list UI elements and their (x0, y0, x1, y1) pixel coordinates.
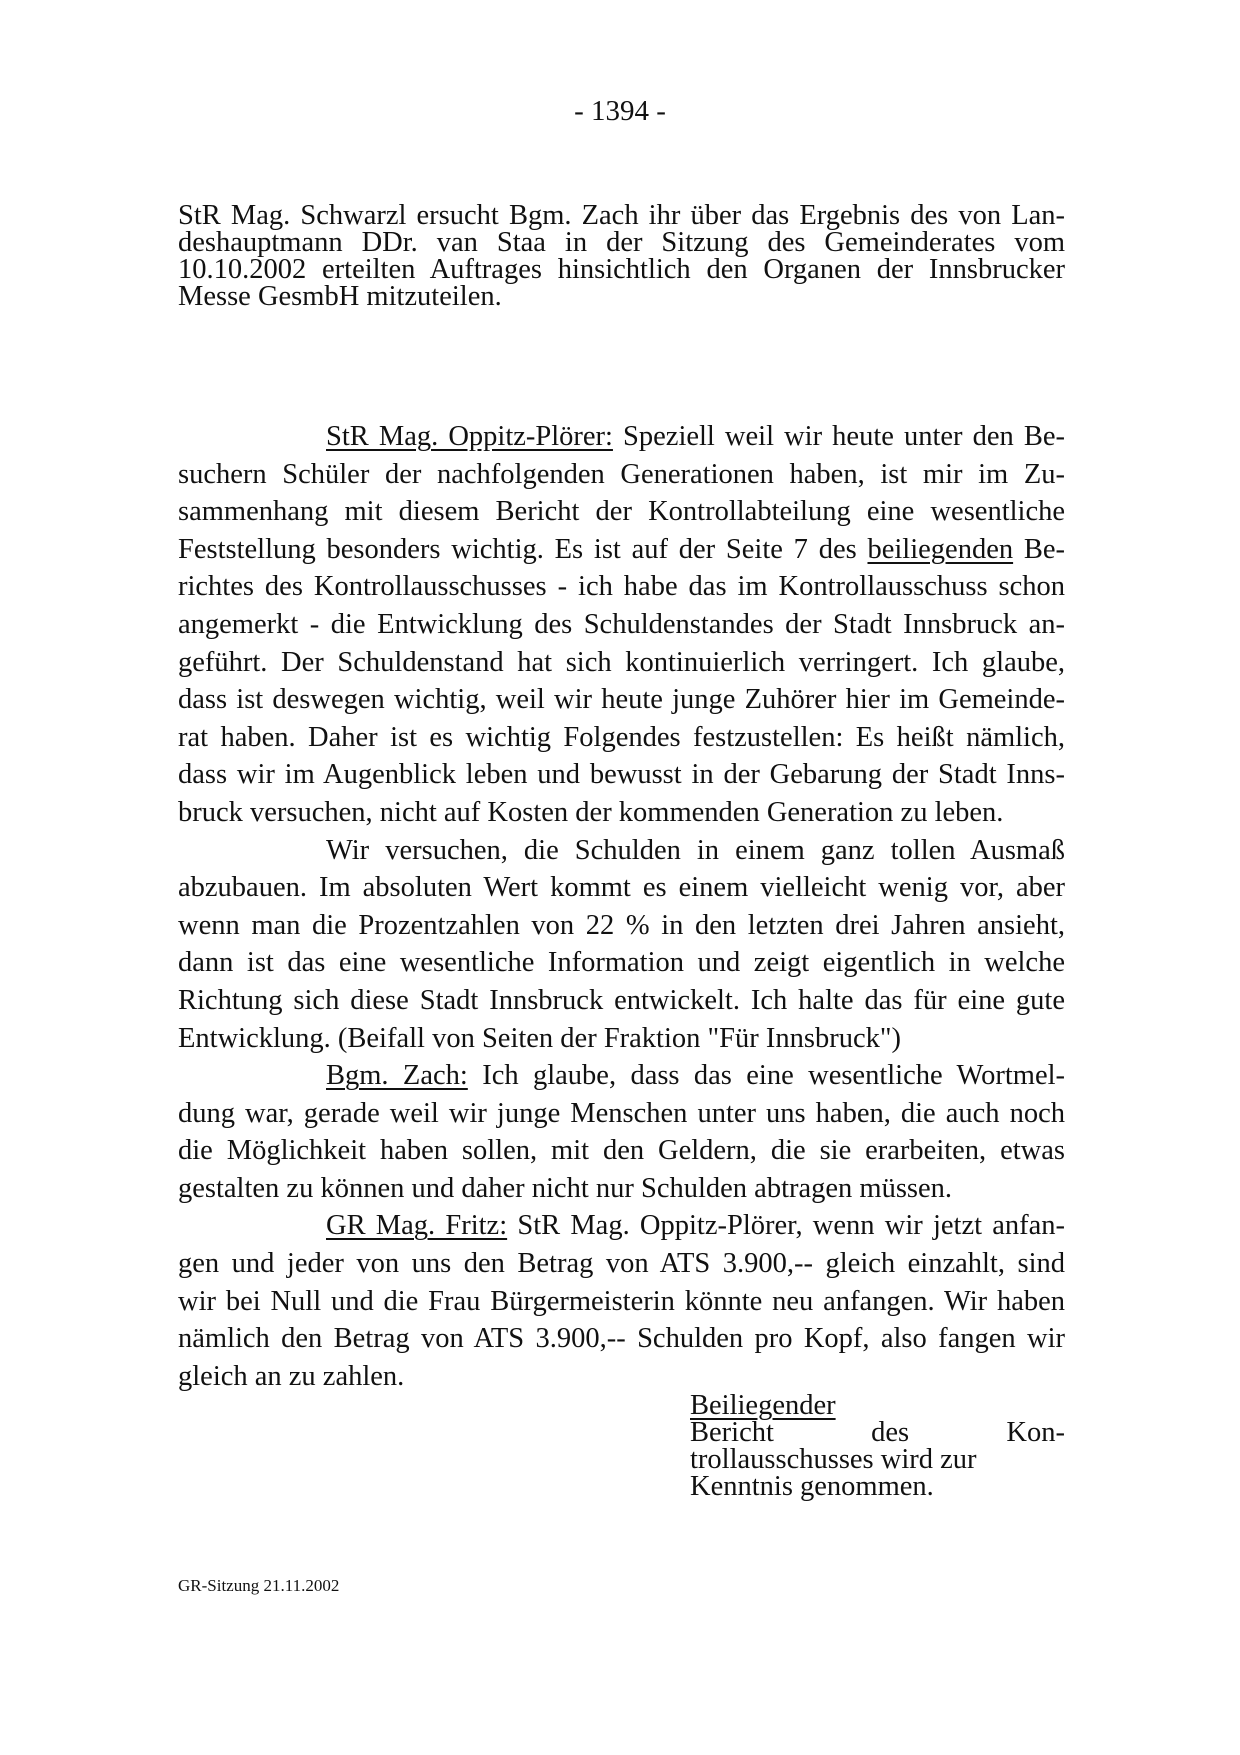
resolution-line: Kenntnis genommen. (690, 1471, 934, 1502)
speaker-zach: Bgm. Zach: (326, 1060, 468, 1092)
speech-text: StR Mag. Oppitz-Plörer, wenn wir jetzt anfan- (517, 1210, 1065, 1242)
speech-line: gleich an zu zahlen. (178, 1360, 405, 1392)
speech-line: sammenhang mit diesem Bericht der Kontrollabteilung eine wesentliche (178, 496, 1065, 528)
speech-line: dass ist deswegen wichtig, weil wir heute junge Zuhörer hier im Gemeinde- (178, 684, 1065, 716)
resolution-block (690, 1392, 1065, 1500)
speech-line: dung war, gerade weil wir junge Menschen unter uns haben, die auch noch (178, 1097, 1065, 1129)
speech-line: gestalten zu können und daher nicht nur Schulden abtragen müssen. (178, 1172, 953, 1204)
speech-line: Richtung sich diese Stadt Innsbruck entwickelt. Ich halte das für eine gute (178, 984, 1065, 1016)
minutes-body (178, 418, 1065, 1395)
speech-line: nämlich den Betrag von ATS 3.900,-- Schulden pro Kopf, also fangen wir (178, 1323, 1065, 1355)
speech-line: wir bei Null und die Frau Bürgermeisterin könnte neu anfangen. Wir haben (178, 1285, 1065, 1317)
resolution-line: trollausschusses wird zur (690, 1444, 977, 1475)
speech-line: wenn man die Prozentzahlen von 22 % in den letzten drei Jahren ansieht, (178, 909, 1065, 941)
speech-line: abzubauen. Im absoluten Wert kommt es einem vielleicht wenig vor, aber (178, 872, 1065, 904)
speech-line: Entwicklung. (Beifall von Seiten der Fraktion "Für Innsbruck") (178, 1022, 901, 1054)
speech-text: Ich glaube, dass das eine wesentliche Wortmel- (482, 1060, 1066, 1092)
speaker-oppitz: StR Mag. Oppitz-Plörer: (326, 421, 613, 452)
speech-line: geführt. Der Schuldenstand hat sich kontinuierlich verringert. Ich glaube, (178, 646, 1065, 678)
speech-zach-line (178, 1057, 1065, 1095)
page-number: - 1394 - (574, 95, 666, 127)
speech-line: suchern Schüler der nachfolgenden Generationen haben, ist mir im Zu- (178, 458, 1065, 490)
intro-line: StR Mag. Schwarzl ersucht Bgm. Zach ihr über das Ergebnis des von Lan- (178, 200, 1065, 231)
underlined-word: beiliegenden (867, 533, 1014, 565)
speech-text: Feststellung besonders wichtig. Es ist auf der Seite 7 des (178, 533, 857, 565)
intro-line: 10.10.2002 erteilten Auftrages hinsichtlich den Organen der Innsbrucker (178, 254, 1065, 285)
speech-line: Wir versuchen, die Schulden in einem ganz tollen Ausmaß (326, 834, 1065, 866)
intro-paragraph (178, 202, 1065, 310)
speech-line: dann ist das eine wesentliche Information und zeigt eigentlich in welche (178, 947, 1065, 979)
speech-line: richtes des Kontrollausschusses - ich habe das im Kontrollausschuss schon (178, 571, 1065, 603)
speech-text: Speziell weil wir heute unter den Be- (623, 421, 1065, 452)
speech-line: dass wir im Augenblick leben und bewusst in der Gebarung der Stadt Inns- (178, 759, 1065, 791)
speech-line: bruck versuchen, nicht auf Kosten der kommenden Generation zu leben. (178, 796, 1004, 828)
footer: GR-Sitzung 21.11.2002 (178, 1576, 340, 1595)
speech-line: angemerkt - die Entwicklung des Schuldenstandes der Stadt Innsbruck an- (178, 608, 1065, 640)
resolution-text: Bericht des Kon- (690, 1417, 1065, 1448)
speech-fritz-line (178, 1207, 1065, 1245)
intro-line: Messe GesmbH mitzuteilen. (178, 281, 502, 312)
speaker-fritz: GR Mag. Fritz: (326, 1210, 508, 1242)
speech-line (178, 531, 1065, 569)
speech-line: die Möglichkeit haben sollen, mit den Geldern, die sie erarbeiten, etwas (178, 1135, 1065, 1167)
resolution-underlined: Beiliegender (690, 1390, 836, 1421)
resolution-line (690, 1392, 1065, 1446)
speech-text: Be- (1023, 533, 1066, 565)
speech-line: gen und jeder von uns den Betrag von ATS 3.900,-- gleich einzahlt, sind (178, 1248, 1065, 1280)
speech-line: rat haben. Daher ist es wichtig Folgendes festzustellen: Es heißt nämlich, (178, 721, 1065, 753)
speech-oppitz-line (178, 418, 1065, 456)
intro-line: deshauptmann DDr. van Staa in der Sitzung des Gemeinderates vom (178, 227, 1065, 258)
